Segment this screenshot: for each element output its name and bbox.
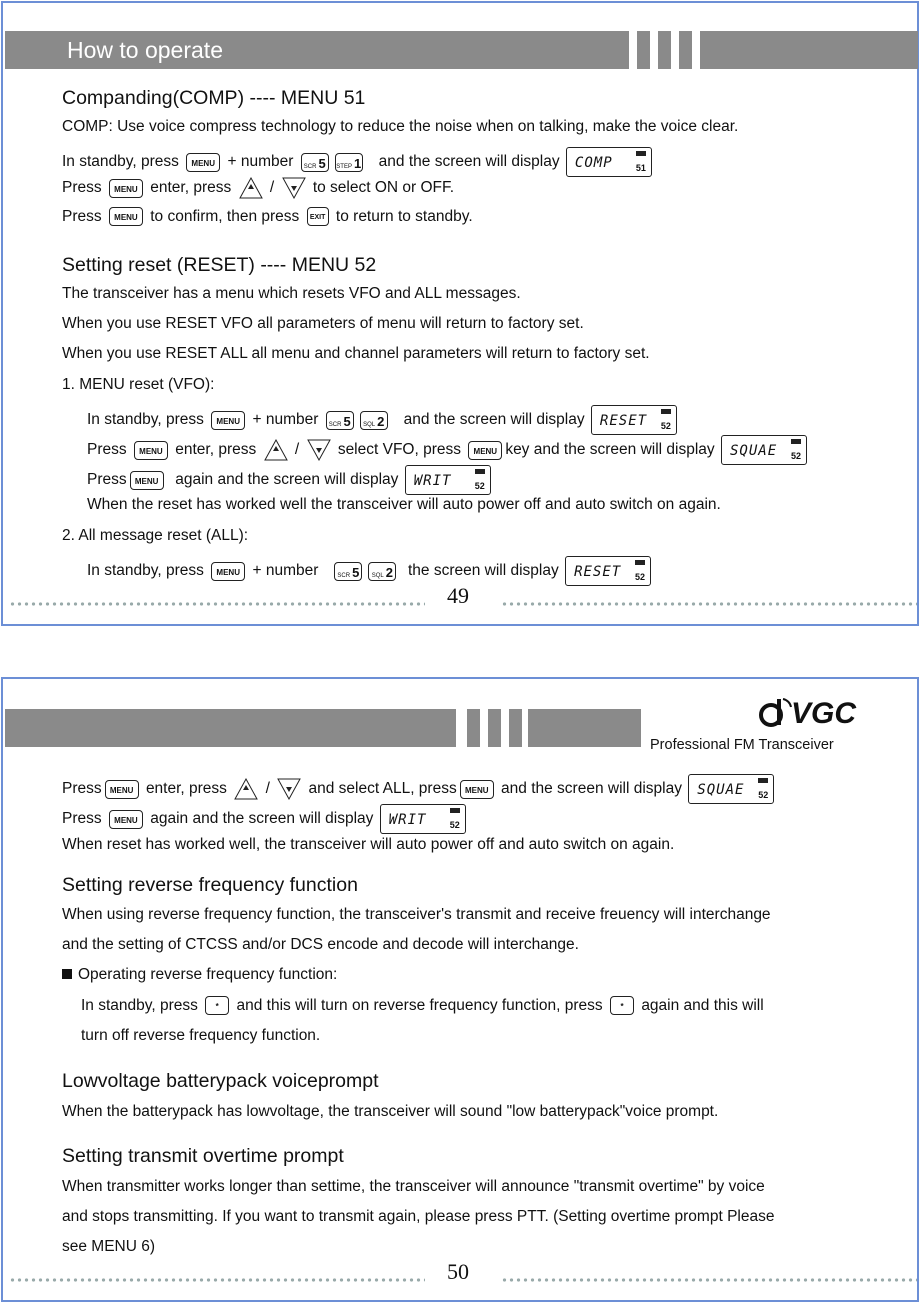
page-number: 50 [447,1259,469,1284]
bullet-square-icon [62,969,72,979]
key-2-icon: SQL 2 [368,562,396,581]
up-key-icon [264,439,288,461]
footer-dots-left [9,1276,425,1284]
up-key-icon [234,778,258,800]
menu-key-icon: MENU [460,780,494,799]
menu-key-icon: MENU [211,562,245,581]
reset-all-step-2: Press MENU enter, press / and select ALL, press MENU and the screen will display SQUAE 52 [62,774,776,804]
down-key-icon [282,177,306,199]
menu-key-icon: MENU [109,810,143,829]
scan-star-key-icon: * [610,996,634,1015]
header-stripe [679,31,692,69]
comp-step-2: Press MENU enter, press / to select ON or OFF. [62,177,454,199]
header-band-right [700,31,918,69]
section-title-comp: Companding(COMP) ---- MENU 51 [62,87,366,109]
key-1-icon: STEP 1 [335,153,363,172]
header-stripe [488,709,501,747]
footer-dots-right [501,1276,917,1284]
lcd-display-icon: SQUAE 52 [688,774,774,804]
section-title-reverse: Setting reverse frequency function [62,874,358,896]
lcd-display-icon: SQUAE 52 [721,435,807,465]
section-title-overtime: Setting transmit overtime prompt [62,1145,344,1167]
menu-key-icon: MENU [134,441,168,460]
lcd-display-icon: WRIT 52 [405,465,491,495]
comp-step-3: Press MENU to confirm, then press EXIT to return to standby. [62,208,473,225]
header-band [5,709,456,747]
menu-key-icon: MENU [109,207,143,226]
menu-key-icon: MENU [468,441,502,460]
header-stripe [509,709,522,747]
menu-key-icon: MENU [211,411,245,430]
page-number: 49 [447,583,469,608]
scan-star-key-icon: * [205,996,229,1015]
footer-dots-left [9,600,425,608]
up-key-icon [239,177,263,199]
page-49 [1,1,919,626]
reset-vfo-note: When the reset has worked well the transceiver will auto power off and auto switch on again. [87,496,721,513]
comp-description: COMP: Use voice compress technology to reduce the noise when on talking, make the voice clear. [62,118,739,135]
key-5-icon: SCR 5 [334,562,362,581]
reverse-paragraph-1: When using reverse frequency function, the transceiver's transmit and receive freuency will interchange [62,906,771,923]
overtime-paragraph-3: see MENU 6) [62,1238,156,1255]
key-2-icon: SQL 2 [360,411,388,430]
reverse-step-2: turn off reverse frequency function. [81,1027,321,1044]
lcd-display-icon: RESET 52 [565,556,651,586]
reset-all-step-1: In standby, press MENU + number SCR 5 SQL 2 the screen will display RESET 52 [87,556,653,586]
reset-paragraph-2: When you use RESET VFO all parameters of menu will return to factory set. [62,315,584,332]
header-band [5,31,629,69]
lowvoltage-paragraph: When the batterypack has lowvoltage, the transceiver will sound "low batterypack"voice prompt. [62,1103,719,1120]
menu-key-icon: MENU [186,153,220,172]
menu-key-icon: MENU [105,780,139,799]
lcd-display-icon: COMP 51 [566,147,652,177]
reset-item-1: 1. MENU reset (VFO): [62,376,215,393]
down-key-icon [277,778,301,800]
reset-vfo-step-3: Press MENU again and the screen will display WRIT 52 [87,465,493,495]
reset-paragraph-3: When you use RESET ALL all menu and channel parameters will return to factory set. [62,345,650,362]
brand-name: VGC [791,697,857,730]
section-title-reset: Setting reset (RESET) ---- MENU 52 [62,254,377,276]
reverse-paragraph-2: and the setting of CTCSS and/or DCS encode and decode will interchange. [62,936,579,953]
reset-all-step-3: Press MENU again and the screen will display WRIT 52 [62,804,468,834]
comp-step-1: In standby, press MENU + number SCR 5 STEP 1 and the screen will display COMP 51 [62,147,654,177]
brand-subtitle: Professional FM Transceiver [650,737,834,753]
overtime-paragraph-2: and stops transmitting. If you want to transmit again, please press PTT. (Setting overtime prompt Please [62,1208,775,1225]
section-title-lowvoltage: Lowvoltage batterypack voiceprompt [62,1070,379,1092]
lcd-display-icon: RESET 52 [591,405,677,435]
header-stripe [658,31,671,69]
brand-logo-icon [757,693,793,733]
page-50 [1,677,919,1302]
reset-paragraph-1: The transceiver has a menu which resets VFO and ALL messages. [62,285,521,302]
reverse-bullet: Operating reverse frequency function: [62,965,337,985]
menu-key-icon: MENU [130,471,164,490]
reset-vfo-step-1: In standby, press MENU + number SCR 5 SQL 2 and the screen will display RESET 52 [87,405,679,435]
reverse-step-1: In standby, press * and this will turn on reverse frequency function, press * again and this will [81,997,764,1014]
reset-all-note: When reset has worked well, the transceiver will auto power off and auto switch on again. [62,836,675,853]
lcd-display-icon: WRIT 52 [380,804,466,834]
header-stripe [637,31,650,69]
header-band-right [528,709,641,747]
header-stripe [467,709,480,747]
footer-dots-right [501,600,917,608]
key-5-icon: SCR 5 [301,153,329,172]
page-header-title: How to operate [67,37,223,63]
down-key-icon [307,439,331,461]
key-5-icon: SCR 5 [326,411,354,430]
reset-vfo-step-2: Press MENU enter, press / select VFO, press MENU key and the screen will display SQUAE 52 [87,435,809,465]
exit-key-icon: EXIT [307,207,329,226]
reset-item-2: 2. All message reset (ALL): [62,527,249,544]
overtime-paragraph-1: When transmitter works longer than settime, the transceiver will announce "transmit overtime" by voice [62,1178,765,1195]
menu-key-icon: MENU [109,179,143,198]
